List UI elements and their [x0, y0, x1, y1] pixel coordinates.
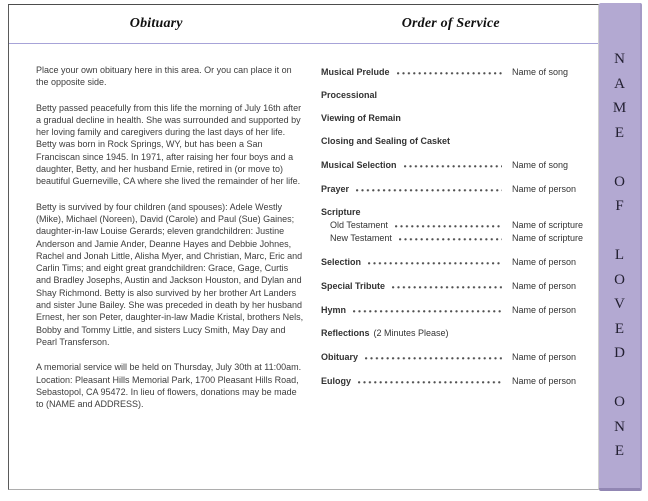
- service-item: [321, 255, 584, 268]
- service-item-value: Name of person: [512, 281, 577, 291]
- obituary-text-column: [9, 44, 304, 423]
- page-header: [9, 5, 598, 44]
- service-item-label: Hymn: [321, 305, 347, 315]
- service-item: [321, 135, 584, 147]
- service-item-value: Name of person: [512, 305, 577, 315]
- dotted-leader: [392, 279, 502, 289]
- service-item: [321, 158, 584, 171]
- service-item: [321, 279, 584, 292]
- service-item-value: Name of scripture: [512, 233, 584, 243]
- service-item: [321, 112, 584, 124]
- program-page: [8, 4, 599, 490]
- order-of-service-header-cell: [304, 5, 599, 43]
- service-item-value: Name of person: [512, 352, 577, 362]
- banner-letter: L: [614, 247, 625, 263]
- dotted-leader: [395, 218, 502, 228]
- service-item-label: New Testament: [330, 233, 392, 243]
- service-item: [321, 303, 584, 316]
- service-item-value: Name of scripture: [512, 220, 584, 230]
- service-item-value: Name of song: [512, 160, 569, 170]
- service-item-label: Processional: [321, 90, 378, 100]
- banner-letter: V: [614, 296, 625, 312]
- service-item-label: Old Testament: [330, 220, 388, 230]
- dotted-leader: [397, 65, 502, 75]
- banner-letter: A: [614, 75, 625, 92]
- obituary-header-cell: [9, 5, 304, 43]
- service-item: [321, 182, 584, 195]
- order-of-service-column: [304, 44, 598, 423]
- dotted-leader: [358, 374, 502, 384]
- banner-letter: N: [614, 51, 625, 67]
- dotted-leader: [368, 255, 502, 265]
- dotted-leader: [404, 158, 502, 168]
- service-item-label: Scripture: [321, 207, 361, 217]
- service-item-label: Selection: [321, 257, 362, 267]
- service-item-label: Special Tribute: [321, 281, 386, 291]
- service-item-value: Name of person: [512, 184, 577, 194]
- banner-letter: F: [615, 198, 624, 214]
- service-item-value: Name of person: [512, 257, 577, 267]
- obituary-title: Obituary: [129, 16, 183, 31]
- service-group-scripture: [321, 206, 584, 244]
- obituary-paragraph-4: A memorial service will be held on Thursday, July 30th at 11:00am. Location: Pleasant Hills Memorial Park, 1700 Pleasant Hills Road, Sebastopol, CA 95472. In lieu of flowers, donations may be made to (NAME and ADDRESS).: [36, 362, 302, 410]
- service-item-note: (2 Minutes Please): [373, 328, 449, 338]
- service-item-label: Musical Prelude: [321, 67, 390, 77]
- banner-letter: O: [614, 173, 625, 190]
- service-item-label: Viewing of Remain: [321, 113, 401, 123]
- obituary-paragraph-3: Betty is survived by four children (and spouses): Adele Westly (Mike), Michael (Noreen), David (Carole) and Paul (Sue) Gaines; daughter-in-law Louise Gerards; eleven grandchildren: Justine Anderson and Jamie Ander, Deanne Hayes and Debbie Johnes, Rachel and Jonah Little, Alisha Myer, and Christian, Marc, Eric and Carlin Tims; and eight great grandchildren: Grace, Gage, Curtis and Bradley Josephs, Austin and Jackson Houston, and Dylan and Shay Richmond. Betty is also survived by her brother Art Landers and sister June Bailey. She was preceded in death by her husband Ernest, her son Peter, daughter-in-law Madie Kristal, brothers Nels, Bobby and Tommy Little, and sisters Lucy Smith, May Day and Pearl Transferson.: [36, 201, 304, 347]
- service-item: [321, 350, 584, 363]
- obituary-paragraph-2: Betty passed peacefully from this life the morning of July 16th after a gradual decline in health. She was surrounded and supported by her loving family and caregivers during the last days of her life. Betty was born in Rock Springs, WY, but has been a San Franciscan since 1945. In 1971, after raising her four boys and a daughter, Betty, and her husband Ernie, retired in (or move to) beautiful Guerneville, CA where she lived the remainder of her life.: [36, 102, 302, 187]
- banner-letter: O: [614, 394, 625, 410]
- banner-letter: N: [614, 418, 625, 435]
- service-item-label: Obituary: [321, 352, 359, 362]
- banner-letter: E: [614, 124, 625, 141]
- dotted-leader: [365, 350, 502, 360]
- service-group-header: [321, 206, 584, 218]
- service-item-label: Musical Selection: [321, 160, 397, 170]
- banner-letter: M: [612, 100, 627, 116]
- service-item-label: Closing and Sealing of Casket: [321, 136, 451, 146]
- service-item-label: Eulogy: [321, 376, 352, 386]
- service-item: [321, 231, 584, 244]
- loved-one-name-banner: [599, 3, 642, 491]
- dotted-leader: [399, 231, 502, 241]
- service-item: [321, 374, 584, 387]
- service-item: [321, 218, 584, 231]
- obituary-paragraph-1: Place your own obituary here in this area. Or you can place it on the opposite side.: [36, 65, 292, 88]
- banner-letter: E: [614, 443, 625, 459]
- service-item-label: Reflections: [321, 328, 370, 338]
- service-item-value: Name of song: [512, 67, 569, 77]
- banner-letter: E: [614, 320, 625, 337]
- service-item: [321, 89, 584, 101]
- service-item-value: Name of person: [512, 376, 577, 386]
- dotted-leader: [356, 182, 502, 192]
- order-of-service-title: Order of Service: [401, 16, 500, 31]
- service-item: [321, 65, 584, 78]
- service-item-label: Prayer: [321, 184, 350, 194]
- service-item: [321, 327, 584, 339]
- dotted-leader: [353, 303, 502, 313]
- banner-letter: D: [614, 345, 625, 361]
- banner-letter: O: [614, 271, 625, 288]
- page-content: [9, 44, 598, 423]
